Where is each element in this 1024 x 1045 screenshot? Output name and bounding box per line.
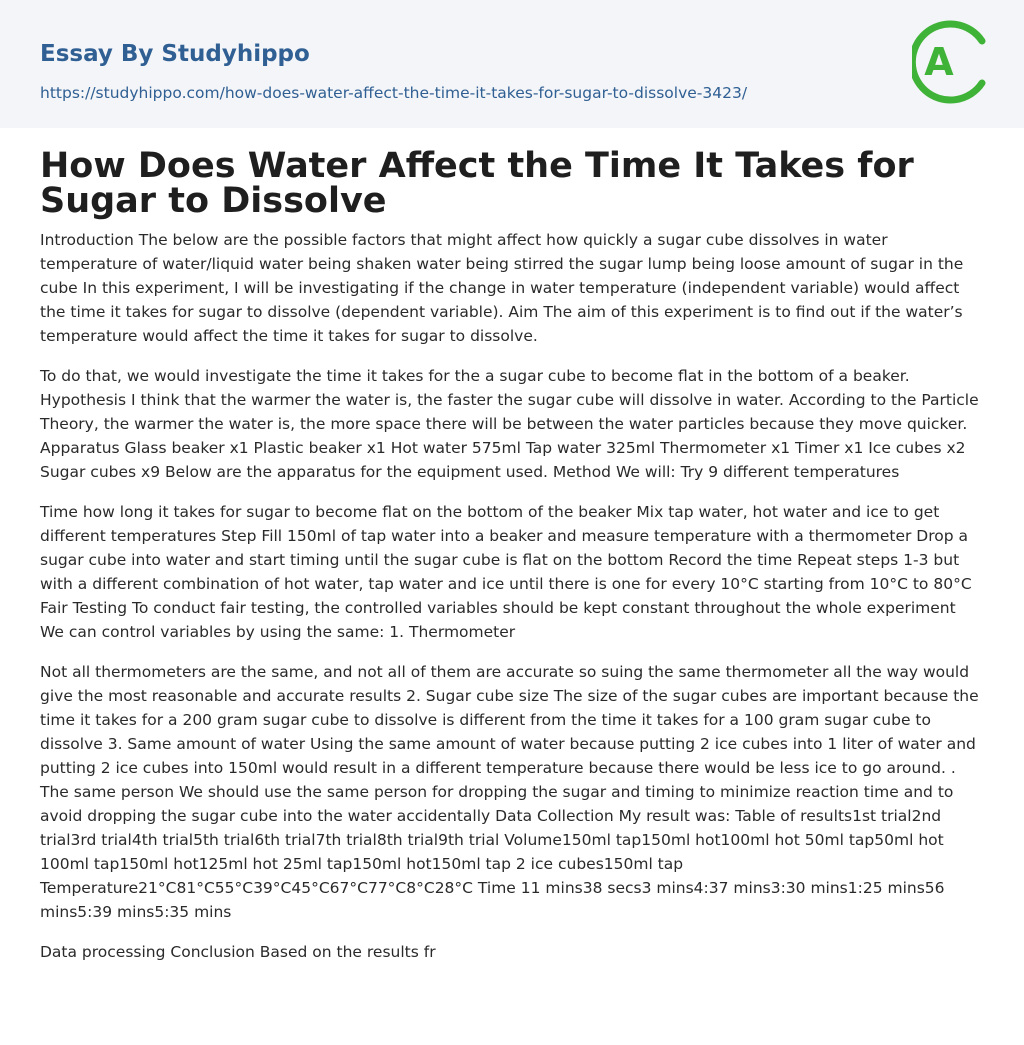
- article-paragraph: Data processing Conclusion Based on the results fr: [40, 943, 436, 961]
- logo-letter: A: [924, 40, 954, 84]
- article-paragraph: Time how long it takes for sugar to become flat on the bottom of the beaker Mix tap water, hot water and ice to get different temperatures Step Fill 150ml of tap water into a beaker and measure temperature with a thermometer Drop a sugar cube into water and start timing until the sugar cube is flat on the bottom Record the time Repeat steps 1-3 but with a different combination of hot water, tap water and ice until there is one for every 10°C starting from 10°C to 80°C Fair Testing To conduct fair testing, the controlled variables should be kept constant throughout the whole experiment We can control variables by using the same: 1. Thermometer: [40, 503, 972, 641]
- page-title: How Does Water Affect the Time It Takes for Sugar to Dissolve: [40, 146, 914, 221]
- article-paragraph: Introduction The below are the possible factors that might affect how quickly a sugar cube dissolves in water temperature of water/liquid water being shaken water being stirred the sugar lump being loose amount of sugar in the cube In this experiment, I will be investigating if the change in water temperature (independent variable) would affect the time it takes for sugar to dissolve (dependent variable). Aim The aim of this experiment is to find out if the water’s temperature would affect the time it takes for sugar to dissolve.: [40, 231, 964, 345]
- article-body: [40, 228, 984, 980]
- site-title[interactable]: Essay By Studyhippo: [40, 41, 310, 67]
- site-header: [0, 0, 1024, 128]
- studyhippo-logo-icon[interactable]: [912, 18, 988, 106]
- article-paragraph: Not all thermometers are the same, and not all of them are accurate so suing the same thermometer all the way would give the most reasonable and accurate results 2. Sugar cube size The size of the sugar cubes are important because the time it takes for a 200 gram sugar cube to dissolve is different from the time it takes for a 100 gram sugar cube to dissolve 3. Same amount of water Using the same amount of water because putting 2 ice cubes into 1 liter of water and putting 2 ice cubes into 150ml would result in a different temperature because there would be less ice to go around. . The same person We should use the same person for dropping the sugar and timing to minimize reaction time and to avoid dropping the sugar cube into the water accidentally Data Collection My result was: Table of results1st trial2nd trial3rd trial4th trial5th trial6th trial7th trial8th trial9th trial Volume150ml tap150ml hot100ml hot 50ml tap50ml hot 100ml tap150ml hot125ml hot 25ml tap150ml hot150ml tap 2 ice cubes150ml tap Temperature21°C81°C55°C39°C45°C67°C77°C8°C28°C Time 11 mins38 secs3 mins4:37 mins3:30 mins1:25 mins56 mins5:39 mins5:35 mins: [40, 663, 979, 921]
- article-url-link[interactable]: https://studyhippo.com/how-does-water-affect-the-time-it-takes-for-sugar-to-dissolve-3423/: [40, 84, 748, 102]
- article-paragraph: To do that, we would investigate the time it takes for the a sugar cube to become flat in the bottom of a beaker. Hypothesis I think that the warmer the water is, the faster the sugar cube will dissolve in water. According to the Particle Theory, the warmer the water is, the more space there will be between the water particles because they move quicker. Apparatus Glass beaker x1 Plastic beaker x1 Hot water 575ml Tap water 325ml Thermometer x1 Timer x1 Ice cubes x2 Sugar cubes x9 Below are the apparatus for the equipment used. Method We will: Try 9 different temperatures: [40, 367, 979, 481]
